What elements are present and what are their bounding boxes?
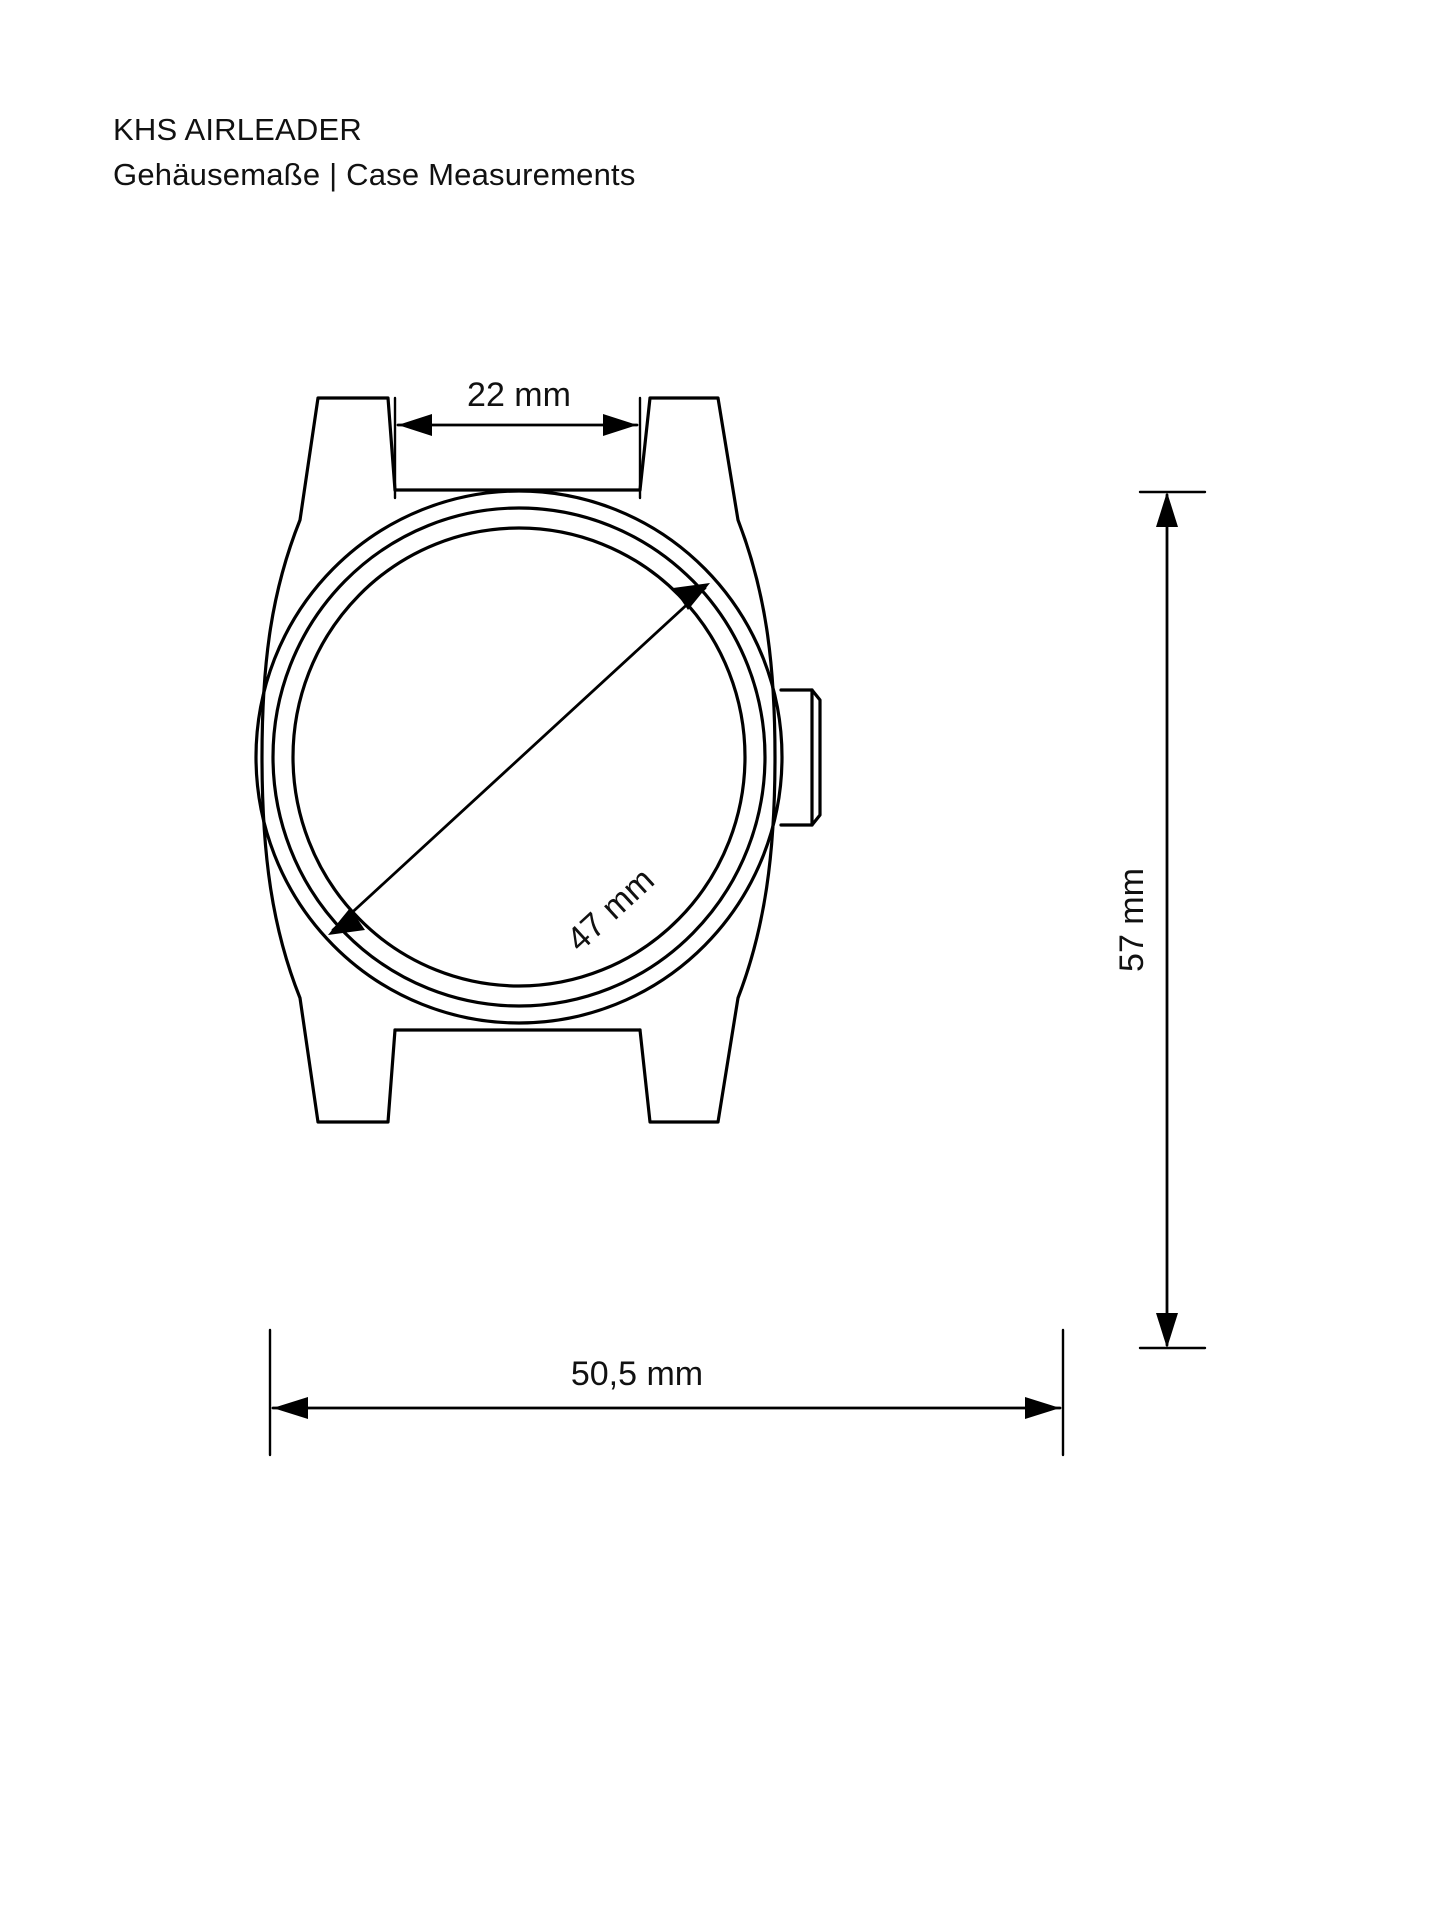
- dimension-label-case-width: 50,5 mm: [570, 1355, 704, 1393]
- page-title: KHS AIRLEADER: [113, 112, 362, 147]
- case-bezel-rings: [256, 491, 782, 1023]
- page-subtitle: Gehäusemaße | Case Measurements: [113, 157, 636, 192]
- dimension-label-case-diameter: 47 mm: [559, 860, 662, 960]
- crown: [781, 690, 820, 825]
- dimension-label-lug-width: 22 mm: [467, 376, 571, 414]
- dimension-label-lug-to-lug: 57 mm: [1113, 868, 1151, 972]
